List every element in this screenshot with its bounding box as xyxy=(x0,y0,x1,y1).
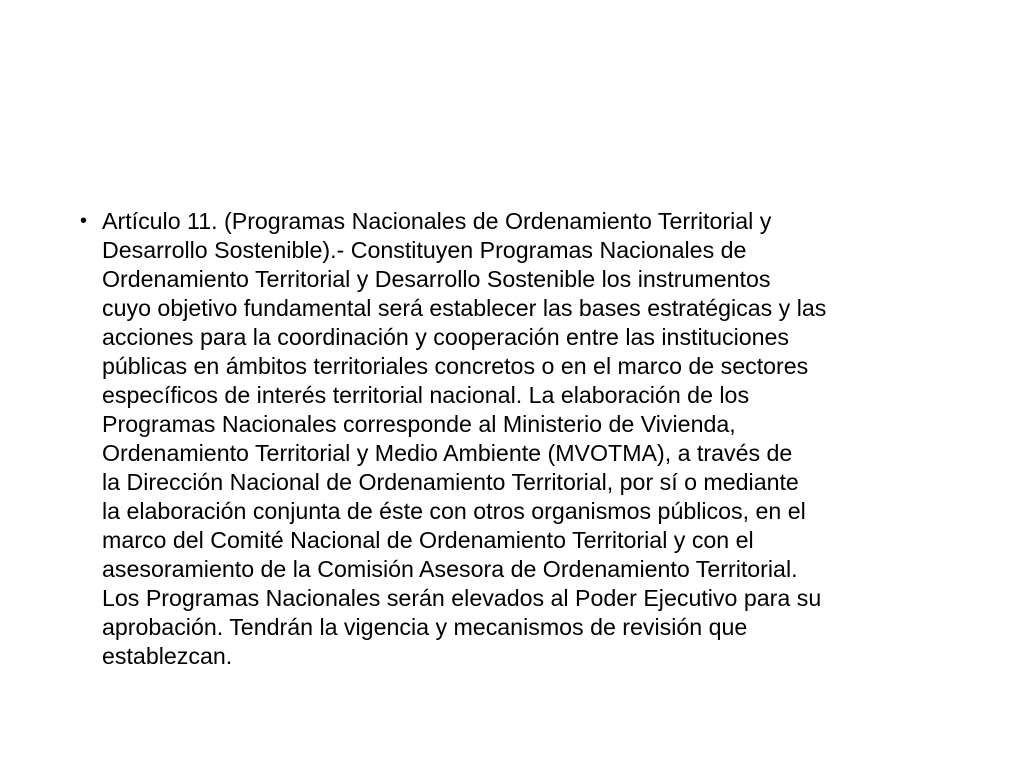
paragraph-line: asesoramiento de la Comisión Asesora de Ordenamiento Territorial. xyxy=(102,556,798,582)
paragraph-line: Desarrollo Sostenible).- Constituyen Programas Nacionales de xyxy=(102,237,747,263)
bullet-item-articulo-11 xyxy=(80,207,950,671)
paragraph-line: Programas Nacionales corresponde al Ministerio de Vivienda, xyxy=(102,411,736,437)
paragraph-line: marco del Comité Nacional de Ordenamiento Territorial y con el xyxy=(102,527,754,553)
paragraph-line: públicas en ámbitos territoriales concretos o en el marco de sectores xyxy=(102,353,809,379)
paragraph-line: Ordenamiento Territorial y Medio Ambiente (MVOTMA), a través de xyxy=(102,440,793,466)
paragraph-line: Los Programas Nacionales serán elevados al Poder Ejecutivo para su xyxy=(102,585,822,611)
slide-content xyxy=(80,207,950,671)
bullet-list xyxy=(80,207,950,671)
paragraph-line: establezcan. xyxy=(102,643,233,669)
paragraph-line: acciones para la coordinación y cooperación entre las instituciones xyxy=(102,324,790,350)
paragraph-line: la Dirección Nacional de Ordenamiento Territorial, por sí o mediante xyxy=(102,469,799,495)
paragraph-line: específicos de interés territorial nacional. La elaboración de los xyxy=(102,382,750,408)
paragraph-line: cuyo objetivo fundamental será establecer las bases estratégicas y las xyxy=(102,295,827,321)
paragraph-line: aprobación. Tendrán la vigencia y mecanismos de revisión que xyxy=(102,614,748,640)
paragraph-line: Ordenamiento Territorial y Desarrollo Sostenible los instrumentos xyxy=(102,266,771,292)
paragraph-line: Artículo 11. (Programas Nacionales de Ordenamiento Territorial y xyxy=(102,208,772,234)
paragraph-line: la elaboración conjunta de éste con otros organismos públicos, en el xyxy=(102,498,806,524)
bullet-icon: • xyxy=(80,210,88,232)
paragraph-text xyxy=(102,207,950,671)
